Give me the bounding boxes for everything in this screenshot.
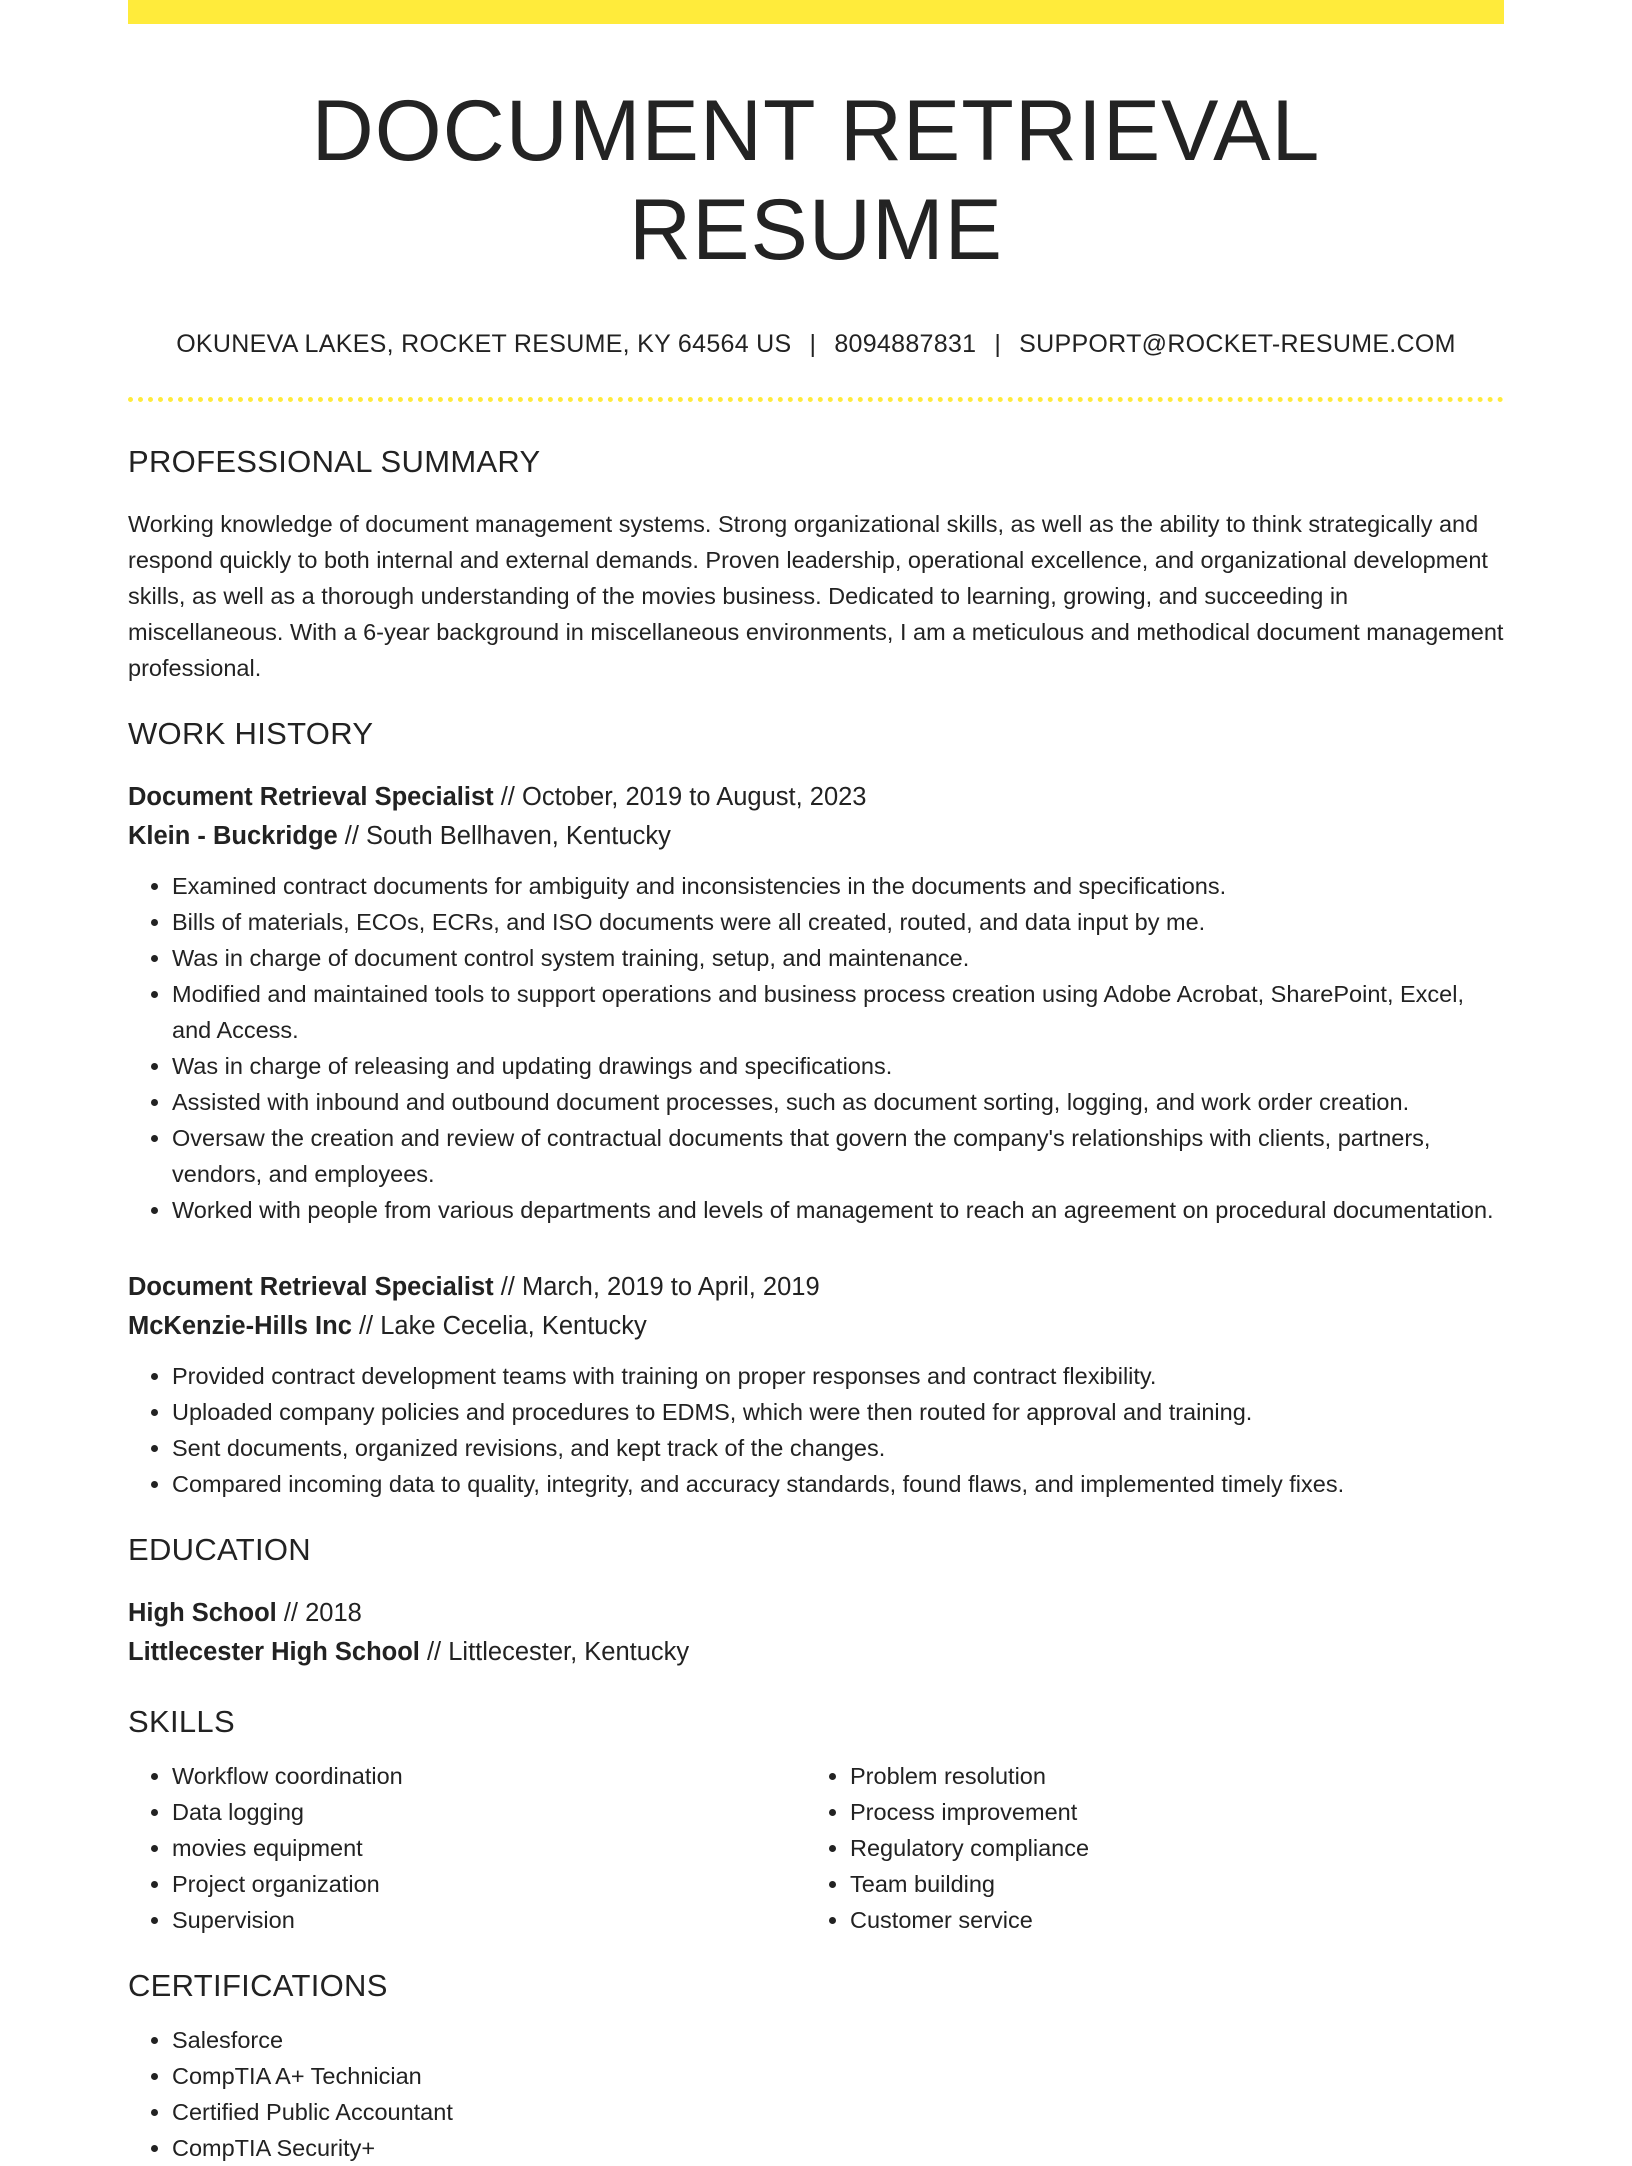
list-item: • Customer service <box>850 1902 1484 1938</box>
list-item: • Regulatory compliance <box>850 1830 1484 1866</box>
list-item: • Problem resolution <box>850 1758 1484 1794</box>
list-item: • Oversaw the creation and review of contractual documents that govern the company's relationships with clients, partners, vendors, and employees. <box>172 1120 1504 1192</box>
job-duties-list <box>128 868 1504 1228</box>
work-history-heading: WORK HISTORY <box>128 715 374 751</box>
job-role: Document Retrieval Specialist <box>128 782 494 811</box>
list-item: • Bills of materials, ECOs, ECRs, and ISO documents were all created, routed, and data input by me. <box>172 904 1504 940</box>
job-entry <box>128 778 1504 1228</box>
job-company: Klein - Buckridge <box>128 821 338 850</box>
contact-phone: 8094887831 <box>834 329 977 358</box>
education-degree-line <box>128 1594 1504 1633</box>
contact-email: SUPPORT@ROCKET-RESUME.COM <box>1019 329 1456 358</box>
accent-top-bar <box>128 0 1504 24</box>
education-heading: EDUCATION <box>128 1531 311 1567</box>
education-school: Littlecester High School <box>128 1637 420 1666</box>
list-item: • Process improvement <box>850 1794 1484 1830</box>
job-company: McKenzie-Hills Inc <box>128 1311 352 1340</box>
job-entry <box>128 1268 1504 1502</box>
list-item: • Sent documents, organized revisions, and kept track of the changes. <box>172 1430 1504 1466</box>
job-company-line <box>128 817 1504 856</box>
certifications-heading: CERTIFICATIONS <box>128 1967 388 2003</box>
list-item: • CompTIA Security+ <box>172 2130 1504 2166</box>
job-role-line <box>128 1268 1504 1307</box>
skills-list-right <box>806 1758 1484 1938</box>
job-dates: // October, 2019 to August, 2023 <box>493 782 867 811</box>
education-school-line <box>128 1633 1504 1672</box>
list-item: • Worked with people from various departments and levels of management to reach an agreement on procedural documentation. <box>172 1192 1504 1228</box>
list-item: • Was in charge of document control system training, setup, and maintenance. <box>172 940 1504 976</box>
contact-separator: | <box>994 329 1002 358</box>
summary-text: Working knowledge of document management systems. Strong organizational skills, as well as the ability to think strategically and respond quickly to both internal and external demands. Proven leadership, operational excellence, and organizational development skills, as well as a thorough understanding of the movies business. Dedicated to learning, growing, and succeeding in miscellaneous. With a 6-year background in miscellaneous environments, I am a meticulous and methodical document management professional. <box>128 510 1504 681</box>
contact-line <box>128 330 1504 359</box>
job-duties-list <box>128 1358 1504 1502</box>
list-item: • Assisted with inbound and outbound document processes, such as document sorting, logging, and work order creation. <box>172 1084 1504 1120</box>
education-location: // Littlecester, Kentucky <box>419 1637 690 1666</box>
list-item: • Compared incoming data to quality, integrity, and accuracy standards, found flaws, and implemented timely fixes. <box>172 1466 1504 1502</box>
contact-separator: | <box>809 329 817 358</box>
list-item: • Supervision <box>172 1902 806 1938</box>
job-role-line <box>128 778 1504 817</box>
education-year: // 2018 <box>276 1598 362 1627</box>
list-item: • Certified Public Accountant <box>172 2094 1504 2130</box>
job-company-line <box>128 1307 1504 1346</box>
job-role: Document Retrieval Specialist <box>128 1272 494 1301</box>
list-item: • movies equipment <box>172 1830 806 1866</box>
summary-heading: PROFESSIONAL SUMMARY <box>128 443 541 479</box>
contact-address: OKUNEVA LAKES, ROCKET RESUME, KY 64564 US <box>176 329 792 358</box>
list-item: • Data logging <box>172 1794 806 1830</box>
education-entry <box>128 1594 1504 1672</box>
education-degree: High School <box>128 1598 277 1627</box>
dotted-divider <box>128 397 1504 402</box>
list-item: • Workflow coordination <box>172 1758 806 1794</box>
list-item: • Project organization <box>172 1866 806 1902</box>
list-item: • Modified and maintained tools to support operations and business process creation using Adobe Acrobat, SharePoint, Excel, and Access. <box>172 976 1504 1048</box>
job-dates: // March, 2019 to April, 2019 <box>493 1272 820 1301</box>
list-item: • CompTIA A+ Technician <box>172 2058 1504 2094</box>
list-item: • Uploaded company policies and procedures to EDMS, which were then routed for approval and training. <box>172 1394 1504 1430</box>
resume-title: DOCUMENT RETRIEVAL RESUME <box>311 83 1321 278</box>
skills-heading: SKILLS <box>128 1703 235 1739</box>
list-item: • Provided contract development teams with training on proper responses and contract flexibility. <box>172 1358 1504 1394</box>
skills-grid <box>128 1758 1504 1938</box>
list-item: • Salesforce <box>172 2022 1504 2058</box>
job-location: // South Bellhaven, Kentucky <box>337 821 671 850</box>
certifications-list <box>128 2022 1504 2166</box>
list-item: • Team building <box>850 1866 1484 1902</box>
list-item: • Examined contract documents for ambiguity and inconsistencies in the documents and specifications. <box>172 868 1504 904</box>
resume-page <box>128 0 1504 2166</box>
list-item: • Was in charge of releasing and updating drawings and specifications. <box>172 1048 1504 1084</box>
skills-list-left <box>128 1758 806 1938</box>
job-location: // Lake Cecelia, Kentucky <box>351 1311 647 1340</box>
